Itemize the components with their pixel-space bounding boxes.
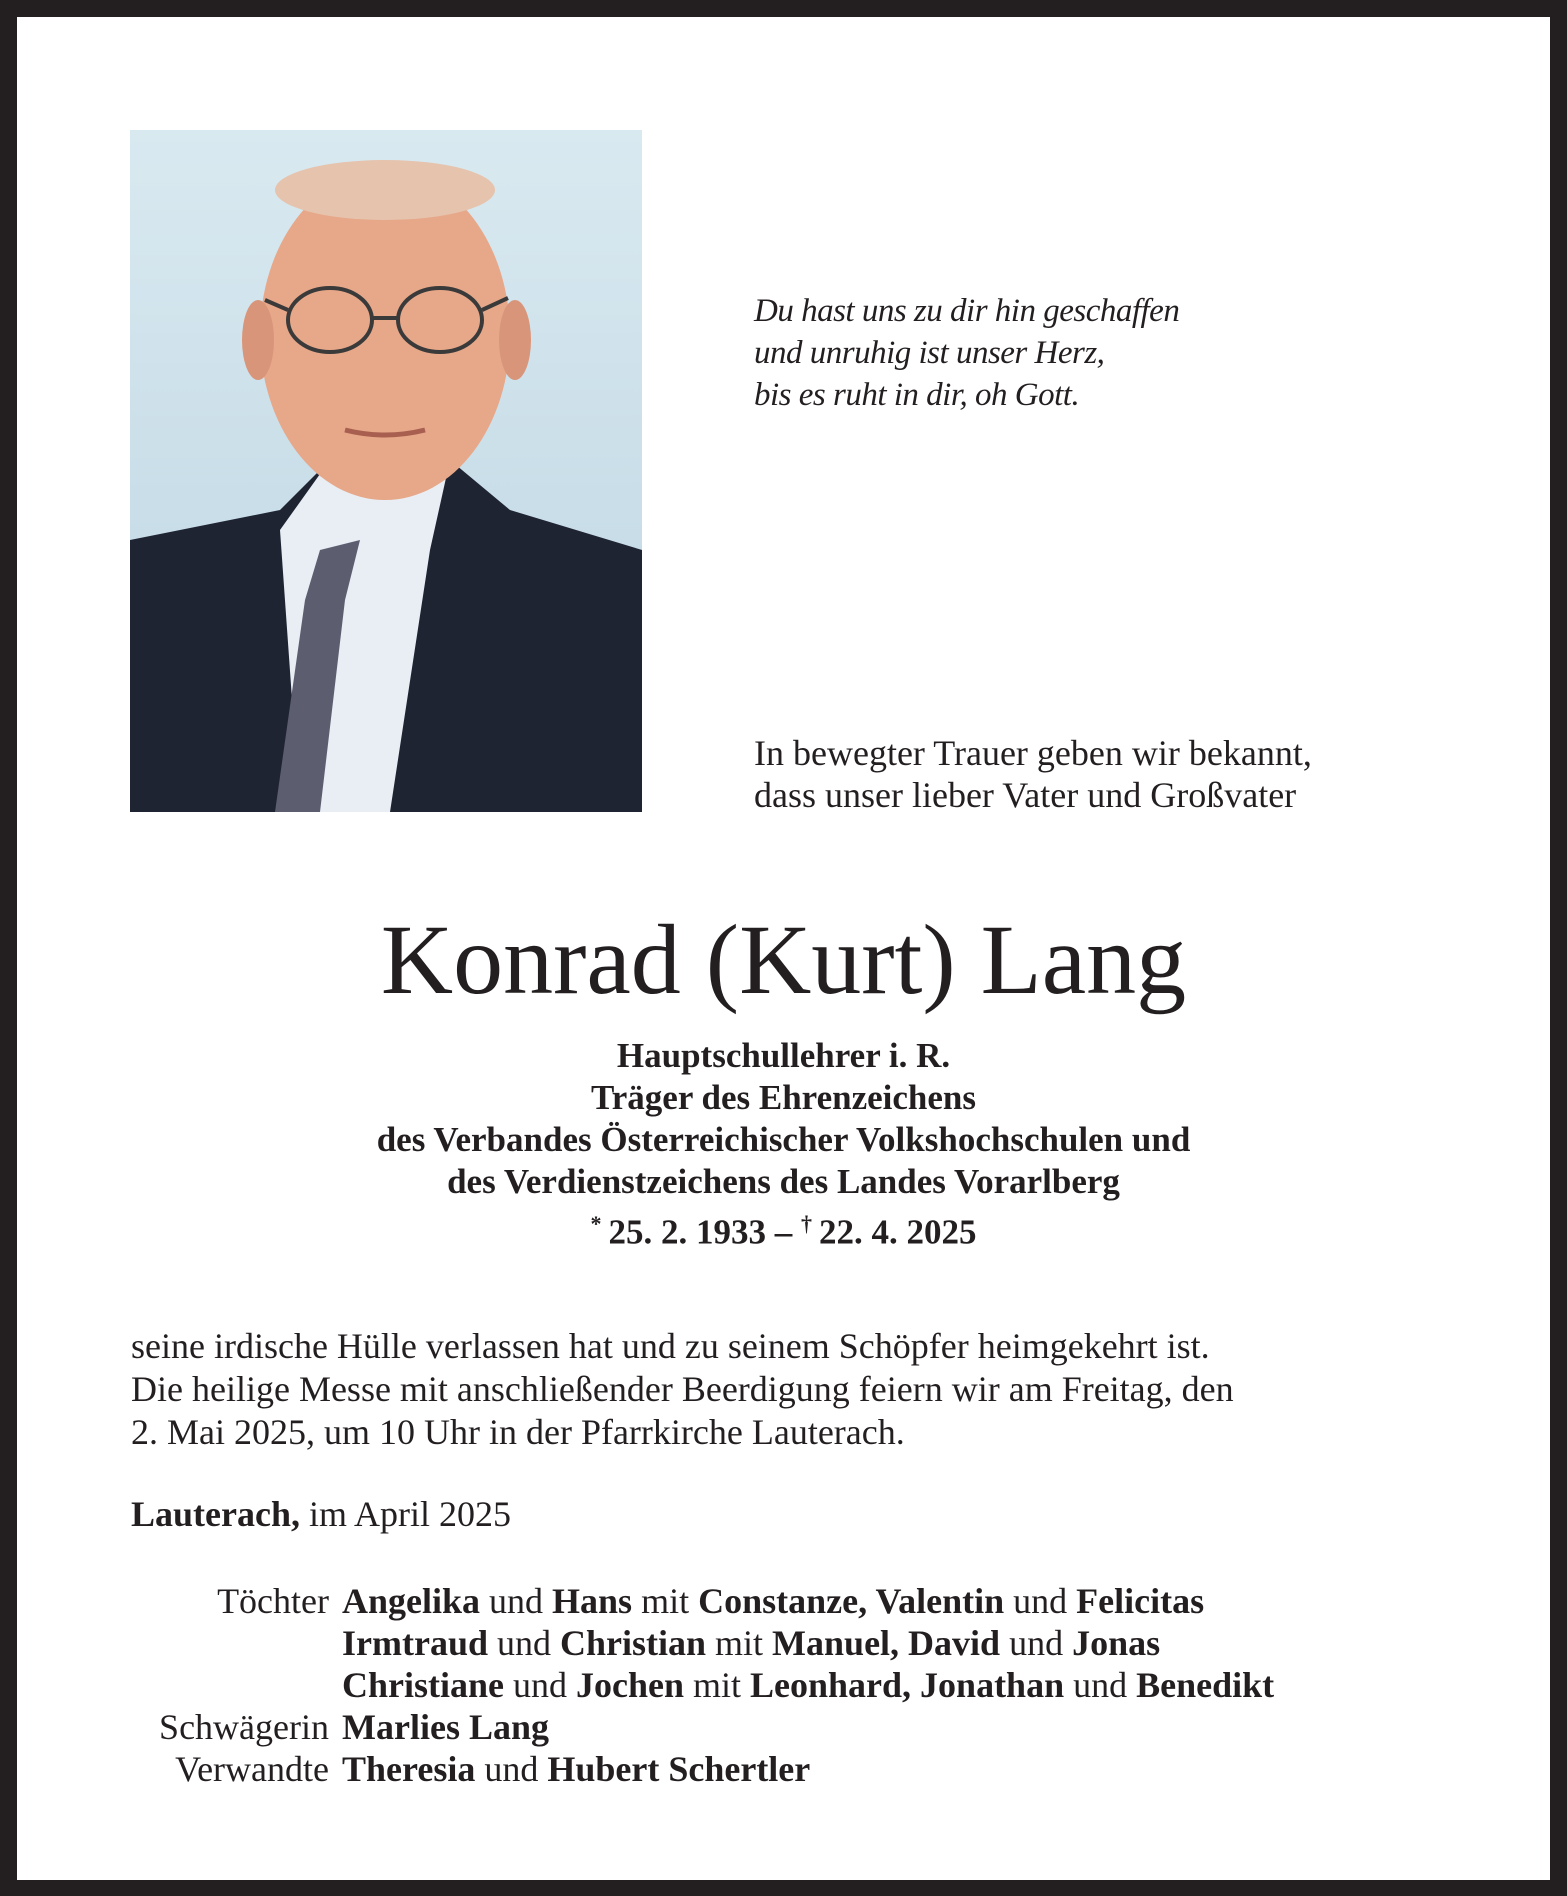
mourner-name: Hubert Schertler [547,1749,811,1789]
place-date [131,1493,511,1536]
quote-line: Du hast uns zu dir hin geschaffen [754,293,1180,329]
mourner-row [100,1706,1274,1748]
paragraph-line: Die heilige Messe mit anschließender Beerdigung feiern wir am Freitag, den [131,1369,1234,1409]
mourner-names [342,1622,1160,1664]
quote-verse [754,290,1179,416]
quote-line: und unruhig ist unser Herz, [754,335,1105,371]
honors-titles [0,1035,1567,1254]
mourner-name: Irmtraud [342,1623,488,1663]
life-dates [0,1203,1567,1254]
mourner-name: Constanze, Valentin [698,1581,1005,1621]
connector-text: mit [706,1623,773,1663]
title-line: Hauptschullehrer i. R. [616,1036,951,1075]
connector-text: mit [632,1581,699,1621]
intro-line: dass unser lieber Vater und Großvater [754,775,1297,815]
relation-label: Töchter [217,1581,329,1621]
relation-label: Schwägerin [159,1707,329,1747]
mourner-name: Angelika [342,1581,481,1621]
mourner-name: Christiane [342,1665,504,1705]
mourner-names [342,1748,810,1790]
intro-line: In bewegter Trauer geben wir bekannt, [754,733,1312,773]
relation-label [100,1664,342,1706]
mourner-name: Hans [552,1581,633,1621]
mourner-names [342,1580,1204,1622]
title-line: Träger des Ehrenzeichens [591,1078,976,1117]
mourner-name: Christian [560,1623,707,1663]
date-separator: – [766,1212,801,1252]
mourner-row [100,1580,1274,1622]
paragraph-line: seine irdische Hülle verlassen hat und zu seinem Schöpfer heimgekehrt ist. [131,1326,1210,1366]
connector-text: und [488,1623,560,1663]
connector-text: und [1004,1581,1077,1621]
title-line: des Verbandes Österreichischer Volkshochschulen und [376,1120,1191,1159]
death-date: 22. 4. 2025 [819,1212,977,1252]
funeral-details [131,1325,1234,1454]
mourner-row [100,1622,1274,1664]
deceased-name: Konrad (Kurt) Lang [380,904,1187,1015]
mourner-name: Benedikt [1136,1665,1275,1705]
title-line: des Verdienstzeichens des Landes Vorarlberg [447,1162,1120,1201]
mourner-names [342,1664,1274,1706]
announcement-intro [754,732,1312,816]
place-month: im April 2025 [299,1494,511,1534]
connector-text: und [475,1749,548,1789]
connector-text: und [1064,1665,1137,1705]
paragraph-line: 2. Mai 2025, um 10 Uhr in der Pfarrkirche Lauterach. [131,1412,905,1452]
connector-text: und [480,1581,553,1621]
mourner-name: Leonhard, Jonathan [750,1665,1065,1705]
mourner-name: Manuel, David [772,1623,1001,1663]
mourner-name: Jochen [576,1665,684,1705]
quote-line: bis es ruht in dir, oh Gott. [754,377,1080,413]
connector-text: und [1000,1623,1073,1663]
mourner-name: Felicitas [1076,1581,1205,1621]
mourner-row [100,1664,1274,1706]
place-town: Lauterach, [131,1494,300,1534]
mourner-names [342,1706,549,1748]
connector-text: mit [684,1665,751,1705]
mourner-name: Marlies Lang [342,1707,549,1747]
relation-label [100,1622,342,1664]
relation-label: Verwandte [175,1749,329,1789]
mourner-name: Jonas [1072,1623,1161,1663]
mourners-list [100,1580,1274,1790]
birth-symbol: * [590,1211,602,1236]
birth-date: 25. 2. 1933 [608,1212,766,1252]
death-symbol: † [801,1211,812,1236]
portrait-photo [130,130,642,812]
connector-text: und [504,1665,576,1705]
mourner-name: Theresia [342,1749,476,1789]
mourner-row [100,1748,1274,1790]
